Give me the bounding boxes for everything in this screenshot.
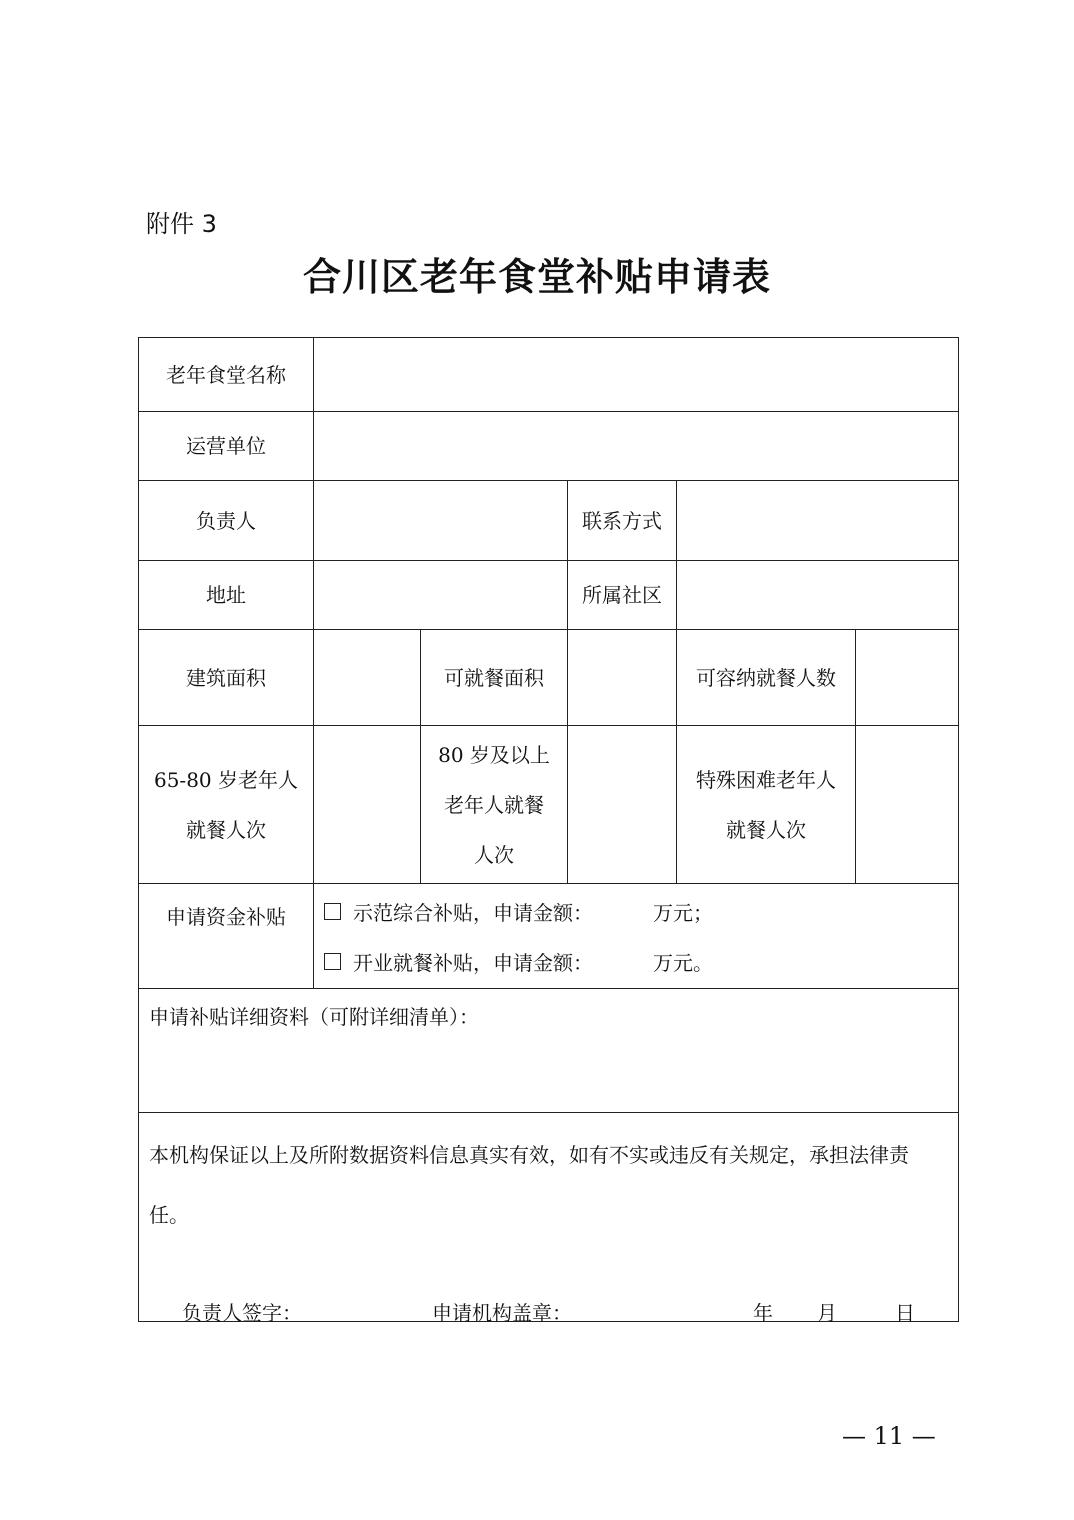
signature-label: 负责人签字： <box>182 1301 302 1325</box>
building-area-field[interactable] <box>314 630 421 726</box>
building-area-label: 建筑面积 <box>139 630 314 726</box>
declaration-cell <box>139 1113 959 1325</box>
checkbox-icon[interactable] <box>324 903 341 920</box>
page-number: — 11 — <box>842 1422 936 1450</box>
special-field[interactable] <box>856 726 959 884</box>
option-opening-subsidy[interactable] <box>324 936 958 986</box>
option2-text: 开业就餐补贴，申请金额： <box>353 950 593 975</box>
declaration-text: 本机构保证以上及所附数据资料信息真实有效，如有不实或违反有关规定，承担法律责任。 <box>149 1143 909 1227</box>
dining-area-label: 可就餐面积 <box>421 630 568 726</box>
capacity-field[interactable] <box>856 630 959 726</box>
contact-label: 联系方式 <box>568 481 677 561</box>
option2-unit: 万元。 <box>653 950 713 975</box>
age80plus-line2: 老年人就餐 <box>444 792 544 817</box>
person-in-charge-label: 负责人 <box>139 481 314 561</box>
option1-unit: 万元； <box>653 900 713 925</box>
special-label <box>677 726 856 884</box>
details-label: 申请补贴详细资料（可附详细清单）： <box>149 1005 479 1029</box>
attachment-label: 附件 3 <box>146 210 217 238</box>
month-label: 月 <box>817 1301 837 1325</box>
contact-field[interactable] <box>677 481 959 561</box>
address-label: 地址 <box>139 561 314 630</box>
age65-80-line2: 就餐人次 <box>186 817 266 842</box>
person-in-charge-field[interactable] <box>314 481 568 561</box>
checkbox-icon[interactable] <box>324 953 341 970</box>
year-label: 年 <box>753 1301 773 1325</box>
address-field[interactable] <box>314 561 568 630</box>
age65-80-line1: 65-80 岁老年人 <box>153 767 298 792</box>
operator-field[interactable] <box>314 412 959 481</box>
community-field[interactable] <box>677 561 959 630</box>
age65-80-label <box>139 726 314 884</box>
day-label: 日 <box>895 1301 915 1325</box>
dining-area-field[interactable] <box>568 630 677 726</box>
capacity-label: 可容纳就餐人数 <box>677 630 856 726</box>
age80plus-label <box>421 726 568 884</box>
option-demo-subsidy[interactable] <box>324 886 958 936</box>
option1-text: 示范综合补贴，申请金额： <box>353 900 593 925</box>
signature-row <box>139 1277 958 1325</box>
application-form <box>138 337 959 1325</box>
community-label: 所属社区 <box>568 561 677 630</box>
age80plus-field[interactable] <box>568 726 677 884</box>
seal-label: 申请机构盖章： <box>432 1301 572 1325</box>
age80plus-line1: 80 岁及以上 <box>438 742 550 767</box>
apply-options <box>314 884 959 989</box>
special-line2: 就餐人次 <box>726 817 806 842</box>
canteen-name-label: 老年食堂名称 <box>139 338 314 412</box>
apply-funds-label: 申请资金补贴 <box>139 884 314 989</box>
page-title: 合川区老年食堂补贴申请表 <box>302 254 771 299</box>
age80plus-line3: 人次 <box>474 842 514 867</box>
special-line1: 特殊困难老年人 <box>696 767 836 792</box>
details-cell[interactable] <box>139 989 959 1113</box>
canteen-name-field[interactable] <box>314 338 959 412</box>
age65-80-field[interactable] <box>314 726 421 884</box>
operator-label: 运营单位 <box>139 412 314 481</box>
